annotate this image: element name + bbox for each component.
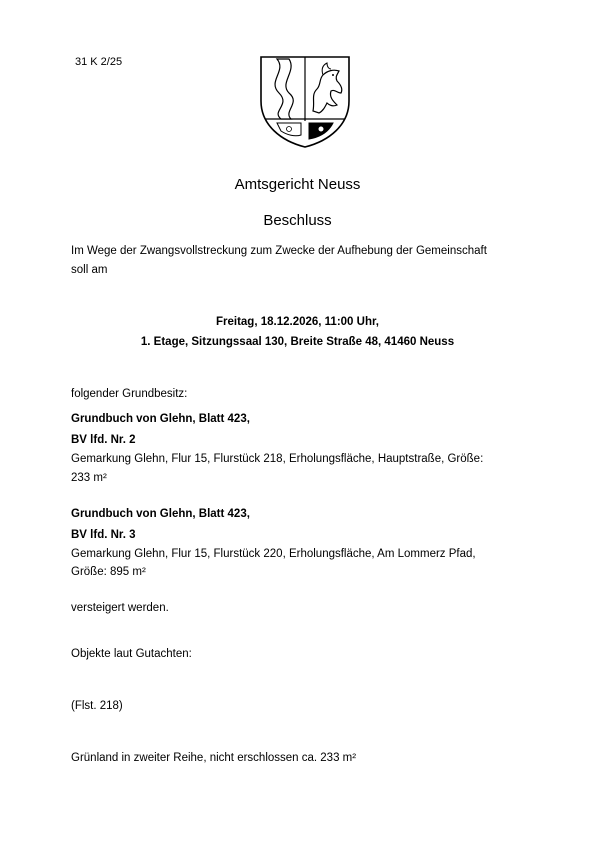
parcel-register: Grundbuch von Glehn, Blatt 423, bbox=[71, 508, 250, 520]
parcel-register: Grundbuch von Glehn, Blatt 423, bbox=[71, 413, 250, 425]
location-line: 1. Etage, Sitzungssaal 130, Breite Straße 48, 41460 Neuss bbox=[140, 336, 455, 348]
intro-line-1: Im Wege der Zwangsvollstreckung zum Zwecke der Aufhebung der Gemeinschaft bbox=[71, 245, 487, 257]
auction-line: versteigert werden. bbox=[71, 602, 169, 614]
gruenland-line: Grünland in zweiter Reihe, nicht erschlossen ca. 233 m² bbox=[71, 752, 357, 764]
objects-line: Objekte laut Gutachten: bbox=[71, 648, 192, 660]
property-intro: folgender Grundbesitz: bbox=[71, 388, 188, 400]
intro-line-2: soll am bbox=[71, 264, 108, 276]
nrw-coat-of-arms-icon bbox=[257, 53, 353, 149]
parcel-entry: BV lfd. Nr. 2 bbox=[71, 434, 136, 446]
parcel-entry: BV lfd. Nr. 3 bbox=[71, 529, 136, 541]
court-name: Amtsgericht Neuss bbox=[234, 176, 361, 193]
date-line: Freitag, 18.12.2026, 11:00 Uhr, bbox=[215, 316, 380, 328]
parcel-description: Gemarkung Glehn, Flur 15, Flurstück 220, Erholungsfläche, Am Lommerz Pfad, bbox=[71, 548, 476, 560]
parcel-description: Gemarkung Glehn, Flur 15, Flurstück 218, Erholungsfläche, Hauptstraße, Größe: bbox=[71, 453, 484, 465]
parcel-description: Größe: 895 m² bbox=[71, 566, 146, 578]
flst-line: (Flst. 218) bbox=[71, 700, 123, 712]
document-title: Beschluss bbox=[263, 212, 332, 229]
parcel-description: 233 m² bbox=[71, 472, 107, 484]
case-number: 31 K 2/25 bbox=[75, 56, 123, 68]
